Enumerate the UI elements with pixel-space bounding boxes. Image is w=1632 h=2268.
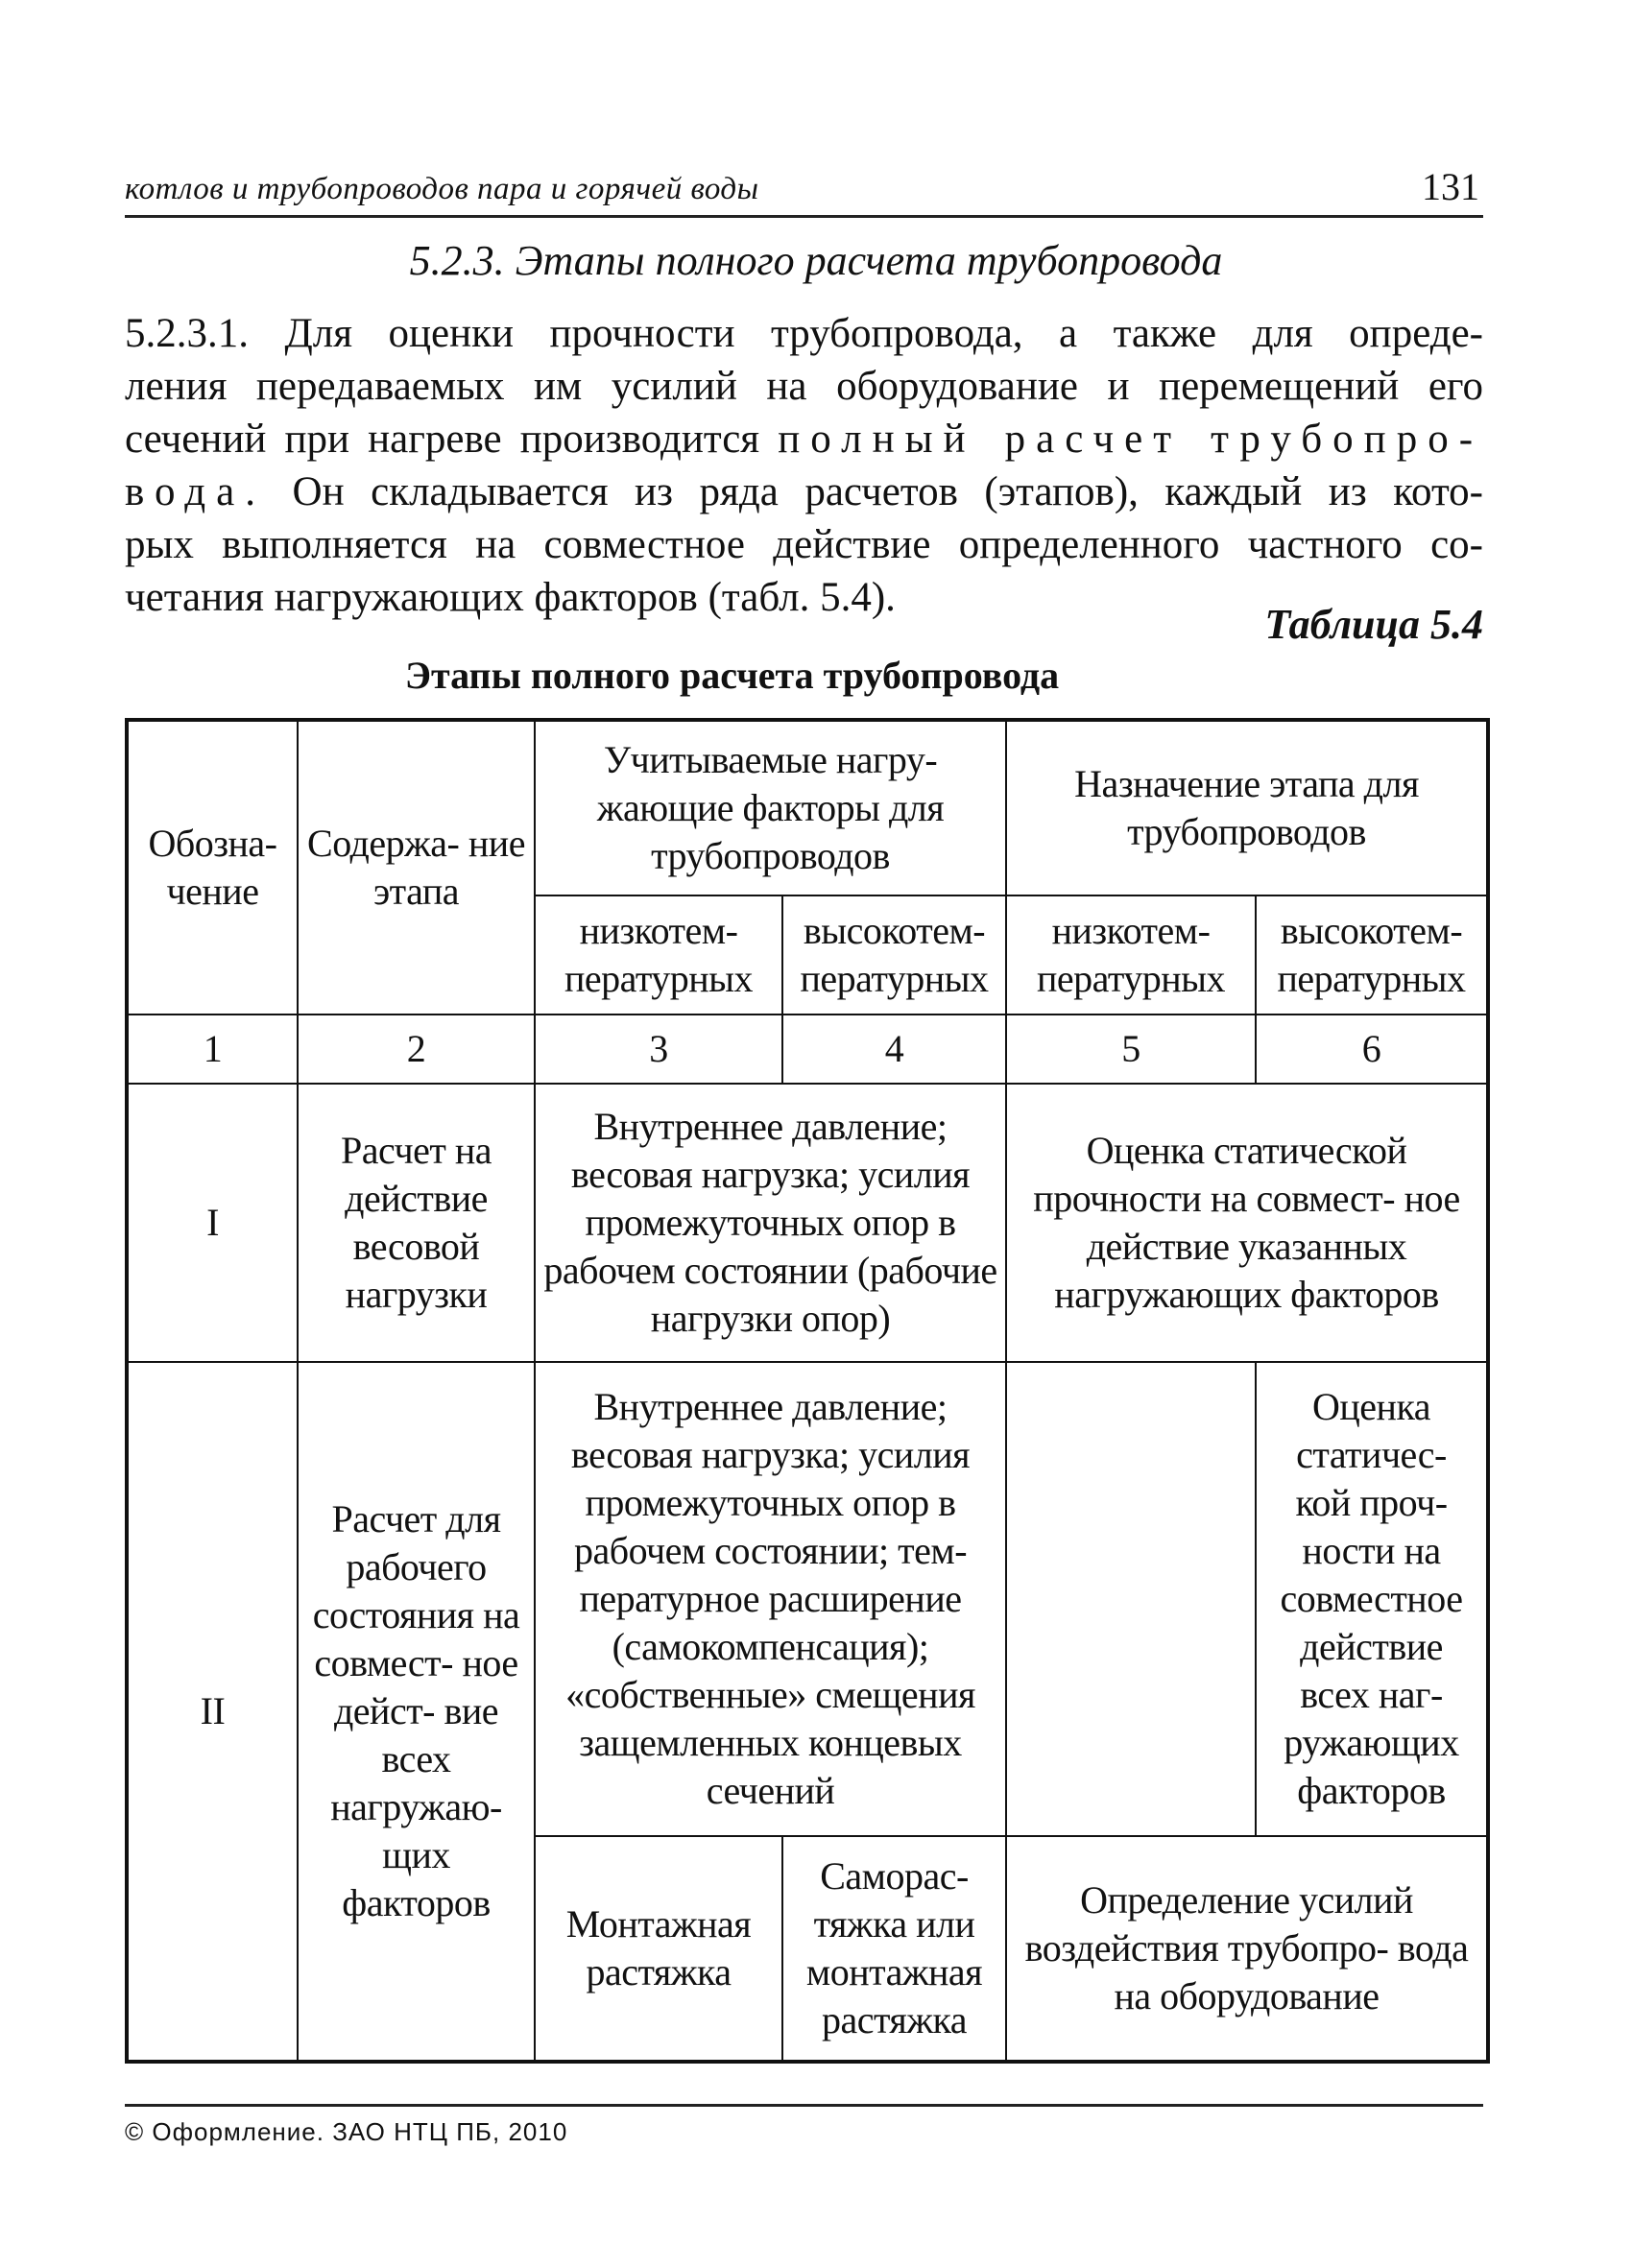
header-high-temp-factors: высокотем- пературных	[782, 895, 1006, 1015]
column-number: 4	[782, 1015, 1006, 1084]
row2-content: Расчет для рабочего состояния на совмест- ное дейст- вие всех нагружаю- щих факторов	[298, 1362, 535, 2062]
row1-purpose: Оценка статической прочности на совмест- ное действие указанных нагружающих факторов	[1006, 1084, 1488, 1362]
emphasized-term: вода.	[125, 469, 266, 514]
header-designation: Обозна- чение	[127, 720, 298, 1015]
paragraph-line: ления передаваемых им усилий на оборудование и перемещений его	[125, 364, 1483, 409]
page-number: 131	[1422, 165, 1479, 208]
table-row	[127, 1084, 1488, 1362]
stages-table	[125, 718, 1490, 2064]
row2-factors: Внутреннее давление; весовая нагрузка; усилия промежуточных опор в рабочем состоянии; тем- пературное расширение (самокомпенсация); «собственные» смещения защемленных концевых сечений	[535, 1362, 1006, 1836]
table-header-row	[127, 720, 1488, 895]
column-number-row	[127, 1015, 1488, 1084]
table-label: Таблица 5.4	[1264, 601, 1483, 648]
paragraph-line: рых выполняется на совместное действие определенного частного со-	[125, 522, 1483, 567]
running-header	[125, 161, 1483, 218]
row2-sub-purpose: Определение усилий воздействия трубопро- вода на оборудование	[1006, 1836, 1488, 2062]
header-purpose: Назначение этапа для трубопроводов	[1006, 720, 1488, 895]
column-number: 2	[298, 1015, 535, 1084]
footer-divider	[125, 2104, 1483, 2107]
row2-designation: II	[127, 1362, 298, 2062]
paragraph-text: сечений при нагреве производится	[125, 417, 760, 462]
running-title: котлов и трубопроводов пара и горячей воды	[125, 172, 759, 206]
paragraph-line	[125, 413, 1483, 466]
table-title: Этапы полного расчета трубопровода	[404, 654, 1060, 697]
column-number: 5	[1006, 1015, 1256, 1084]
row2-purpose-low	[1006, 1362, 1256, 1836]
section-title: 5.2.3. Этапы полного расчета трубопровода	[409, 237, 1223, 284]
paragraph-text: Он складывается из ряда расчетов (этапов), каждый из кото-	[292, 469, 1483, 514]
column-number: 3	[535, 1015, 782, 1084]
row2-purpose-high: Оценка статичес- кой проч- ности на совместное действие всех наг- ружающих факторов	[1256, 1362, 1488, 1836]
header-low-temp-factors: низкотем- пературных	[535, 895, 782, 1015]
row2-sub-low-factors: Монтажная растяжка	[535, 1836, 782, 2062]
row1-content: Расчет на действие весовой нагрузки	[298, 1084, 535, 1362]
copyright-footer: © Оформление. ЗАО НТЦ ПБ, 2010	[125, 2117, 568, 2146]
emphasized-term: полный расчет трубопро-	[778, 417, 1484, 462]
body-paragraph	[125, 307, 1483, 624]
row1-designation: I	[127, 1084, 298, 1362]
row2-sub-high-factors: Саморас- тяжка или монтажная растяжка	[782, 1836, 1006, 2062]
header-factors: Учитываемые нагру- жающие факторы для трубопроводов	[535, 720, 1006, 895]
row1-factors: Внутреннее давление; весовая нагрузка; усилия промежуточных опор в рабочем состоянии (рабочие нагрузки опор)	[535, 1084, 1006, 1362]
header-high-temp-purpose: высокотем- пературных	[1256, 895, 1488, 1015]
paragraph-line: четания нагружающих факторов (табл. 5.4).	[125, 575, 896, 620]
column-number: 1	[127, 1015, 298, 1084]
column-number: 6	[1256, 1015, 1488, 1084]
table-row	[127, 1362, 1488, 1836]
header-low-temp-purpose: низкотем- пературных	[1006, 895, 1256, 1015]
header-content: Содержа- ние этапа	[298, 720, 535, 1015]
paragraph-line: 5.2.3.1. Для оценки прочности трубопровода, а также для опреде-	[125, 311, 1483, 356]
paragraph-line	[125, 466, 1483, 518]
